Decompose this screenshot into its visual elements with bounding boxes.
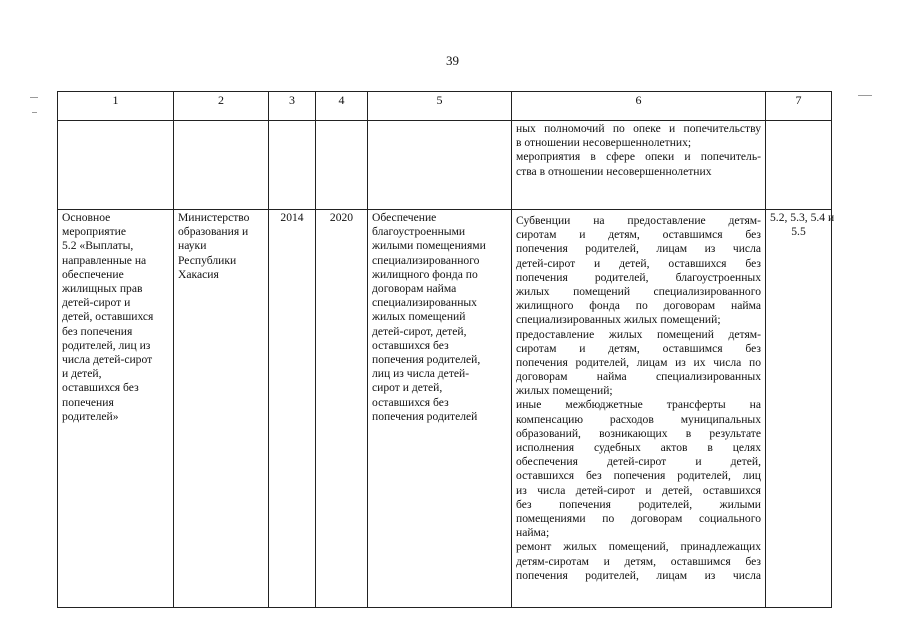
activities-line: иные межбюджетные трансферты на bbox=[516, 398, 761, 412]
expected-result-line: благоустроенными bbox=[372, 225, 466, 239]
expected-result-line: оставшихся без bbox=[372, 395, 449, 409]
activities-line: жилых помещений специализированного bbox=[516, 284, 761, 298]
measure-name-line: обеспечение bbox=[62, 267, 124, 281]
activities-line: без попечения родителей, жилыми bbox=[516, 497, 761, 511]
activities-line: ремонт жилых помещений, принадлежащих bbox=[516, 540, 761, 554]
measure-name-cell bbox=[58, 210, 174, 608]
activities-line: сиротам и детям, оставшимся без bbox=[516, 228, 761, 242]
cont-activities-line: в отношении несовершеннолетних; bbox=[516, 136, 692, 150]
cont-cell-4 bbox=[316, 121, 368, 210]
activities-line: договорам найма специализированных bbox=[516, 370, 761, 384]
end-year-cell: 2020 bbox=[316, 210, 368, 608]
measure-name-line: родителей, лиц из bbox=[62, 338, 151, 352]
activities-line: найма; bbox=[516, 526, 550, 540]
start-year-cell: 2014 bbox=[269, 210, 316, 608]
measure-name-line: 5.2 «Выплаты, bbox=[62, 239, 134, 253]
measure-name-line: мероприятие bbox=[62, 225, 127, 239]
main-measure-row bbox=[58, 210, 832, 608]
activities-line: компенсацию расходов муниципальных bbox=[516, 412, 761, 426]
related-indicators-text bbox=[770, 211, 835, 239]
activities-line: образований, возникающих в результате bbox=[516, 426, 761, 440]
activities-line: исполнения судебных актов в целях bbox=[516, 441, 761, 455]
activities-line: жилых помещений; bbox=[516, 384, 613, 398]
activities-line: из числа детей-сирот и детей, оставшихся bbox=[516, 483, 761, 497]
executor-line: Хакасия bbox=[178, 267, 219, 281]
expected-result-cell bbox=[368, 210, 512, 608]
expected-result-line: попечения родителей, bbox=[372, 353, 481, 367]
activities-line: попечения родителей, лицам из числа bbox=[516, 568, 761, 582]
expected-result-line: жилыми помещениями bbox=[372, 239, 486, 253]
scan-edge-mark-left bbox=[30, 97, 38, 98]
activities-text bbox=[516, 214, 761, 583]
cont-cell-7 bbox=[766, 121, 832, 210]
cont-activities-text bbox=[516, 122, 761, 179]
expected-result-line: Обеспечение bbox=[372, 211, 437, 224]
continuation-row bbox=[58, 121, 832, 210]
measure-name-line: жилищных прав bbox=[62, 282, 143, 296]
executor-line: науки bbox=[178, 239, 207, 253]
measure-name-line: попечения bbox=[62, 395, 114, 409]
expected-result-line: договорам найма bbox=[372, 282, 457, 296]
activities-line: предоставление жилых помещений детям- bbox=[516, 327, 761, 341]
activities-line: попечения родителей, благоустроенных bbox=[516, 270, 761, 284]
activities-line: помещениями по договорам социального bbox=[516, 511, 761, 525]
column-number-6: 6 bbox=[512, 92, 766, 121]
column-number-5: 5 bbox=[368, 92, 512, 121]
cont-cell-1 bbox=[58, 121, 174, 210]
expected-result-line: жилых помещений bbox=[372, 310, 466, 324]
column-number-row bbox=[58, 92, 832, 121]
expected-result-line: оставшихся без bbox=[372, 338, 449, 352]
column-number-2: 2 bbox=[174, 92, 269, 121]
measure-name-line: детей-сирот и bbox=[62, 296, 131, 310]
related-indicators-line: 5.2, 5.3, 5.4 и bbox=[770, 211, 835, 224]
activities-line: попечения родителей, лицам из числа bbox=[516, 242, 761, 256]
executor-line: Республики bbox=[178, 253, 237, 267]
cont-cell-activities bbox=[512, 121, 766, 210]
activities-line: детей-сирот и детей, оставшихся без bbox=[516, 256, 761, 270]
measure-name-line: направленные на bbox=[62, 253, 147, 267]
related-indicators-line: 5.5 bbox=[791, 225, 806, 239]
activities-line: обеспечения детей-сирот и детей, bbox=[516, 455, 761, 469]
page-number: 39 bbox=[446, 53, 459, 68]
column-number-7: 7 bbox=[766, 92, 832, 121]
scan-edge-mark-right bbox=[858, 95, 872, 96]
cont-activities-line: мероприятия в сфере опеки и попечитель- bbox=[516, 150, 761, 164]
related-indicators-cell bbox=[766, 210, 835, 608]
activities-line: жилищного фонда по договорам найма bbox=[516, 299, 761, 313]
scan-edge-mark-left-2 bbox=[32, 112, 37, 113]
expected-result-line: специализированного bbox=[372, 253, 480, 267]
measure-name-line: Основное bbox=[62, 211, 111, 224]
expected-result-line: детей-сирот, детей, bbox=[372, 324, 467, 338]
activities-line: детям-сиротам и детям, оставшимся без bbox=[516, 554, 761, 568]
measure-name-line: без попечения bbox=[62, 324, 133, 338]
cont-cell-2 bbox=[174, 121, 269, 210]
activities-line: Субвенции на предоставление детям- bbox=[516, 214, 761, 227]
activities-line: попечения родителей, лицам из их числа по bbox=[516, 355, 761, 369]
column-number-3: 3 bbox=[269, 92, 316, 121]
measures-table bbox=[57, 91, 835, 608]
expected-result-line: лиц из числа детей- bbox=[372, 367, 470, 381]
column-number-4: 4 bbox=[316, 92, 368, 121]
cont-activities-line: ных полномочий по опеке и попечительству bbox=[516, 122, 761, 135]
expected-result-text bbox=[372, 211, 507, 424]
cont-cell-3 bbox=[269, 121, 316, 210]
executor-line: образования и bbox=[178, 225, 249, 239]
expected-result-line: сирот и детей, bbox=[372, 381, 443, 395]
measure-name-line: оставшихся без bbox=[62, 381, 139, 395]
measure-name-line: числа детей-сирот bbox=[62, 353, 153, 367]
column-number-1: 1 bbox=[58, 92, 174, 121]
measure-name-line: детей, оставшихся bbox=[62, 310, 154, 324]
activities-line: оставшихся без попечения родителей, лиц bbox=[516, 469, 761, 483]
cont-activities-line: ства в отношении несовершеннолетних bbox=[516, 164, 712, 178]
activities-line: сиротам и детям, оставшимся без bbox=[516, 341, 761, 355]
measure-name-line: и детей, bbox=[62, 367, 102, 381]
executor-text bbox=[178, 211, 264, 282]
activities-line: специализированных жилых помещений; bbox=[516, 313, 721, 327]
expected-result-line: специализированных bbox=[372, 296, 477, 310]
activities-cell bbox=[512, 210, 766, 608]
expected-result-line: попечения родителей bbox=[372, 409, 478, 423]
measure-name-text bbox=[62, 211, 169, 424]
measure-name-line: родителей» bbox=[62, 409, 119, 423]
executor-cell bbox=[174, 210, 269, 608]
cont-cell-5 bbox=[368, 121, 512, 210]
executor-line: Министерство bbox=[178, 211, 250, 224]
expected-result-line: жилищного фонда по bbox=[372, 267, 478, 281]
